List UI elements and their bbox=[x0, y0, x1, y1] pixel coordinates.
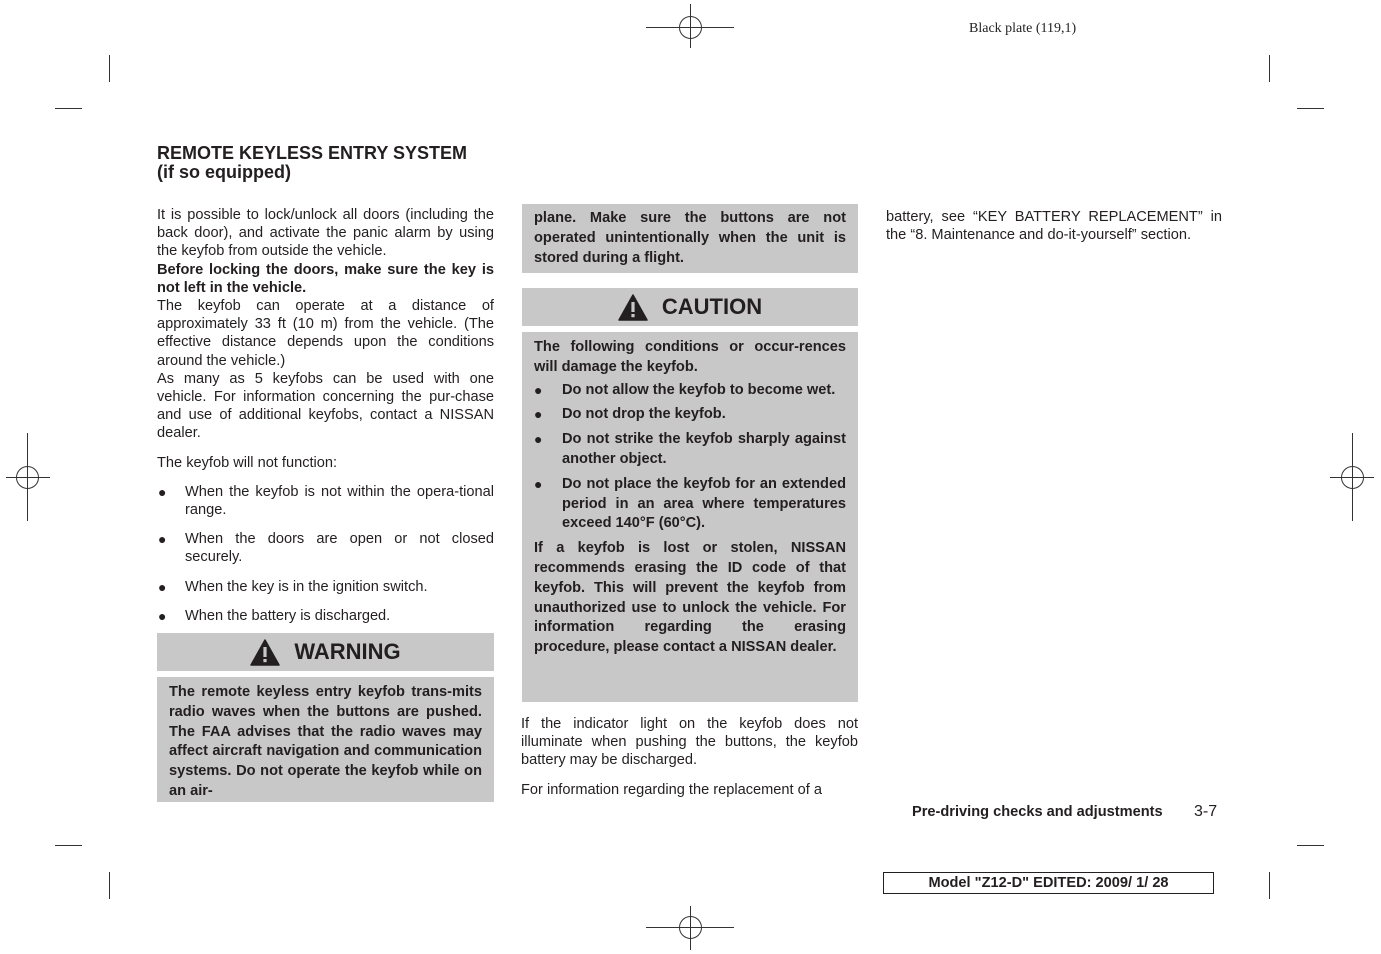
list-item: ● Do not drop the keyfob. bbox=[534, 405, 846, 425]
list-item: ● Do not strike the keyfob sharply against another object. bbox=[534, 431, 846, 467]
bullet-icon: ● bbox=[158, 578, 167, 595]
warning-triangle-icon bbox=[618, 294, 648, 321]
indicator-paragraph: If the indicator light on the keyfob does not illuminate when pushing the buttons, the keyfob battery may be discharged. bbox=[521, 716, 858, 769]
range-paragraph: The keyfob can operate at a distance of approximately 33 ft (10 m) from the vehicle. (The effective distance depends upon the conditions around the vehicle.) bbox=[157, 298, 494, 369]
warning-text: The remote keyless entry keyfob trans-mits radio waves when the buttons are pushed. The FAA advises that the radio waves may affect aircraft navigation and communication systems. Do not operate the keyfob while on an air- bbox=[169, 684, 482, 799]
caution-label: CAUTION bbox=[661, 294, 763, 319]
list-item: ● When the key is in the ignition switch. bbox=[158, 578, 428, 595]
column-1 bbox=[157, 206, 494, 625]
bullet-icon: ● bbox=[158, 483, 167, 500]
bullet-icon: ● bbox=[534, 406, 543, 423]
bullet-icon: ● bbox=[158, 607, 167, 624]
bullet-icon: ● bbox=[534, 475, 543, 492]
column-3 bbox=[886, 208, 1222, 244]
warning-triangle-icon bbox=[250, 639, 280, 666]
not-function-list bbox=[157, 483, 494, 625]
warning-text-continued: plane. Make sure the buttons are not operated unintentionally when the unit is stored during a flight. bbox=[534, 210, 846, 266]
registration-mark-bottom bbox=[646, 906, 734, 950]
intro-paragraph: It is possible to lock/unlock all doors (including the back door), and activate the panic alarm by using the keyfob from outside the vehicle. bbox=[157, 207, 494, 260]
column-2-text bbox=[521, 715, 858, 799]
bullet-icon: ● bbox=[534, 431, 543, 448]
registration-mark-left bbox=[6, 433, 50, 521]
warning-body bbox=[157, 677, 494, 802]
warning-label: WARNING bbox=[294, 639, 401, 664]
caution-intro: The following conditions or occur-rences will damage the keyfob. bbox=[534, 339, 846, 375]
chapter-title: Pre-driving checks and adjustments bbox=[912, 804, 1163, 820]
keyfob-count-paragraph: As many as 5 keyfobs can be used with one vehicle. For information concerning the pur-chase and use of additional keyfobs, contact a NISSAN dealer. bbox=[157, 370, 494, 442]
section-title-line1: REMOTE KEYLESS ENTRY SYSTEM bbox=[157, 143, 468, 163]
plate-label: Black plate (119,1) bbox=[969, 21, 1077, 36]
caution-closing: If a keyfob is lost or stolen, NISSAN recommends erasing the ID code of that keyfob. This will prevent the keyfob from unauthorized use to unlock the vehicle. For information regarding the erasing procedure, please contact a NISSAN dealer. bbox=[534, 540, 846, 656]
section-title bbox=[157, 144, 517, 182]
caution-list bbox=[534, 381, 846, 535]
list-item: ● When the doors are open or not closed securely. bbox=[158, 531, 494, 566]
registration-mark-right bbox=[1330, 433, 1374, 521]
warning-body-continued bbox=[522, 204, 858, 273]
bullet-icon: ● bbox=[534, 381, 543, 398]
page-number: 3-7 bbox=[1194, 803, 1218, 820]
list-item: ● When the keyfob is not within the opera-tional range. bbox=[158, 483, 494, 519]
not-function-intro: The keyfob will not function: bbox=[157, 454, 338, 471]
model-stamp: Model "Z12-D" EDITED: 2009/ 1/ 28 bbox=[883, 872, 1214, 894]
caution-body bbox=[522, 332, 858, 702]
list-item: ● Do not allow the keyfob to become wet. bbox=[534, 381, 846, 401]
list-item: ● Do not place the keyfob for an extended period in an area where temperatures exceed 140°F (60°C). bbox=[534, 475, 846, 532]
battery-reference: battery, see “KEY BATTERY REPLACEMENT” in the “8. Maintenance and do-it-yourself” section. bbox=[886, 209, 1222, 244]
warning-header bbox=[157, 633, 494, 671]
registration-mark-top bbox=[646, 4, 734, 48]
section-title-line2: (if so equipped) bbox=[157, 162, 291, 182]
bullet-icon: ● bbox=[158, 531, 167, 548]
caution-header bbox=[522, 288, 858, 326]
replacement-paragraph: For information regarding the replacement of a bbox=[521, 781, 822, 798]
lock-advice: Before locking the doors, make sure the key is not left in the vehicle. bbox=[157, 261, 494, 296]
list-item: ● When the battery is discharged. bbox=[158, 607, 391, 624]
